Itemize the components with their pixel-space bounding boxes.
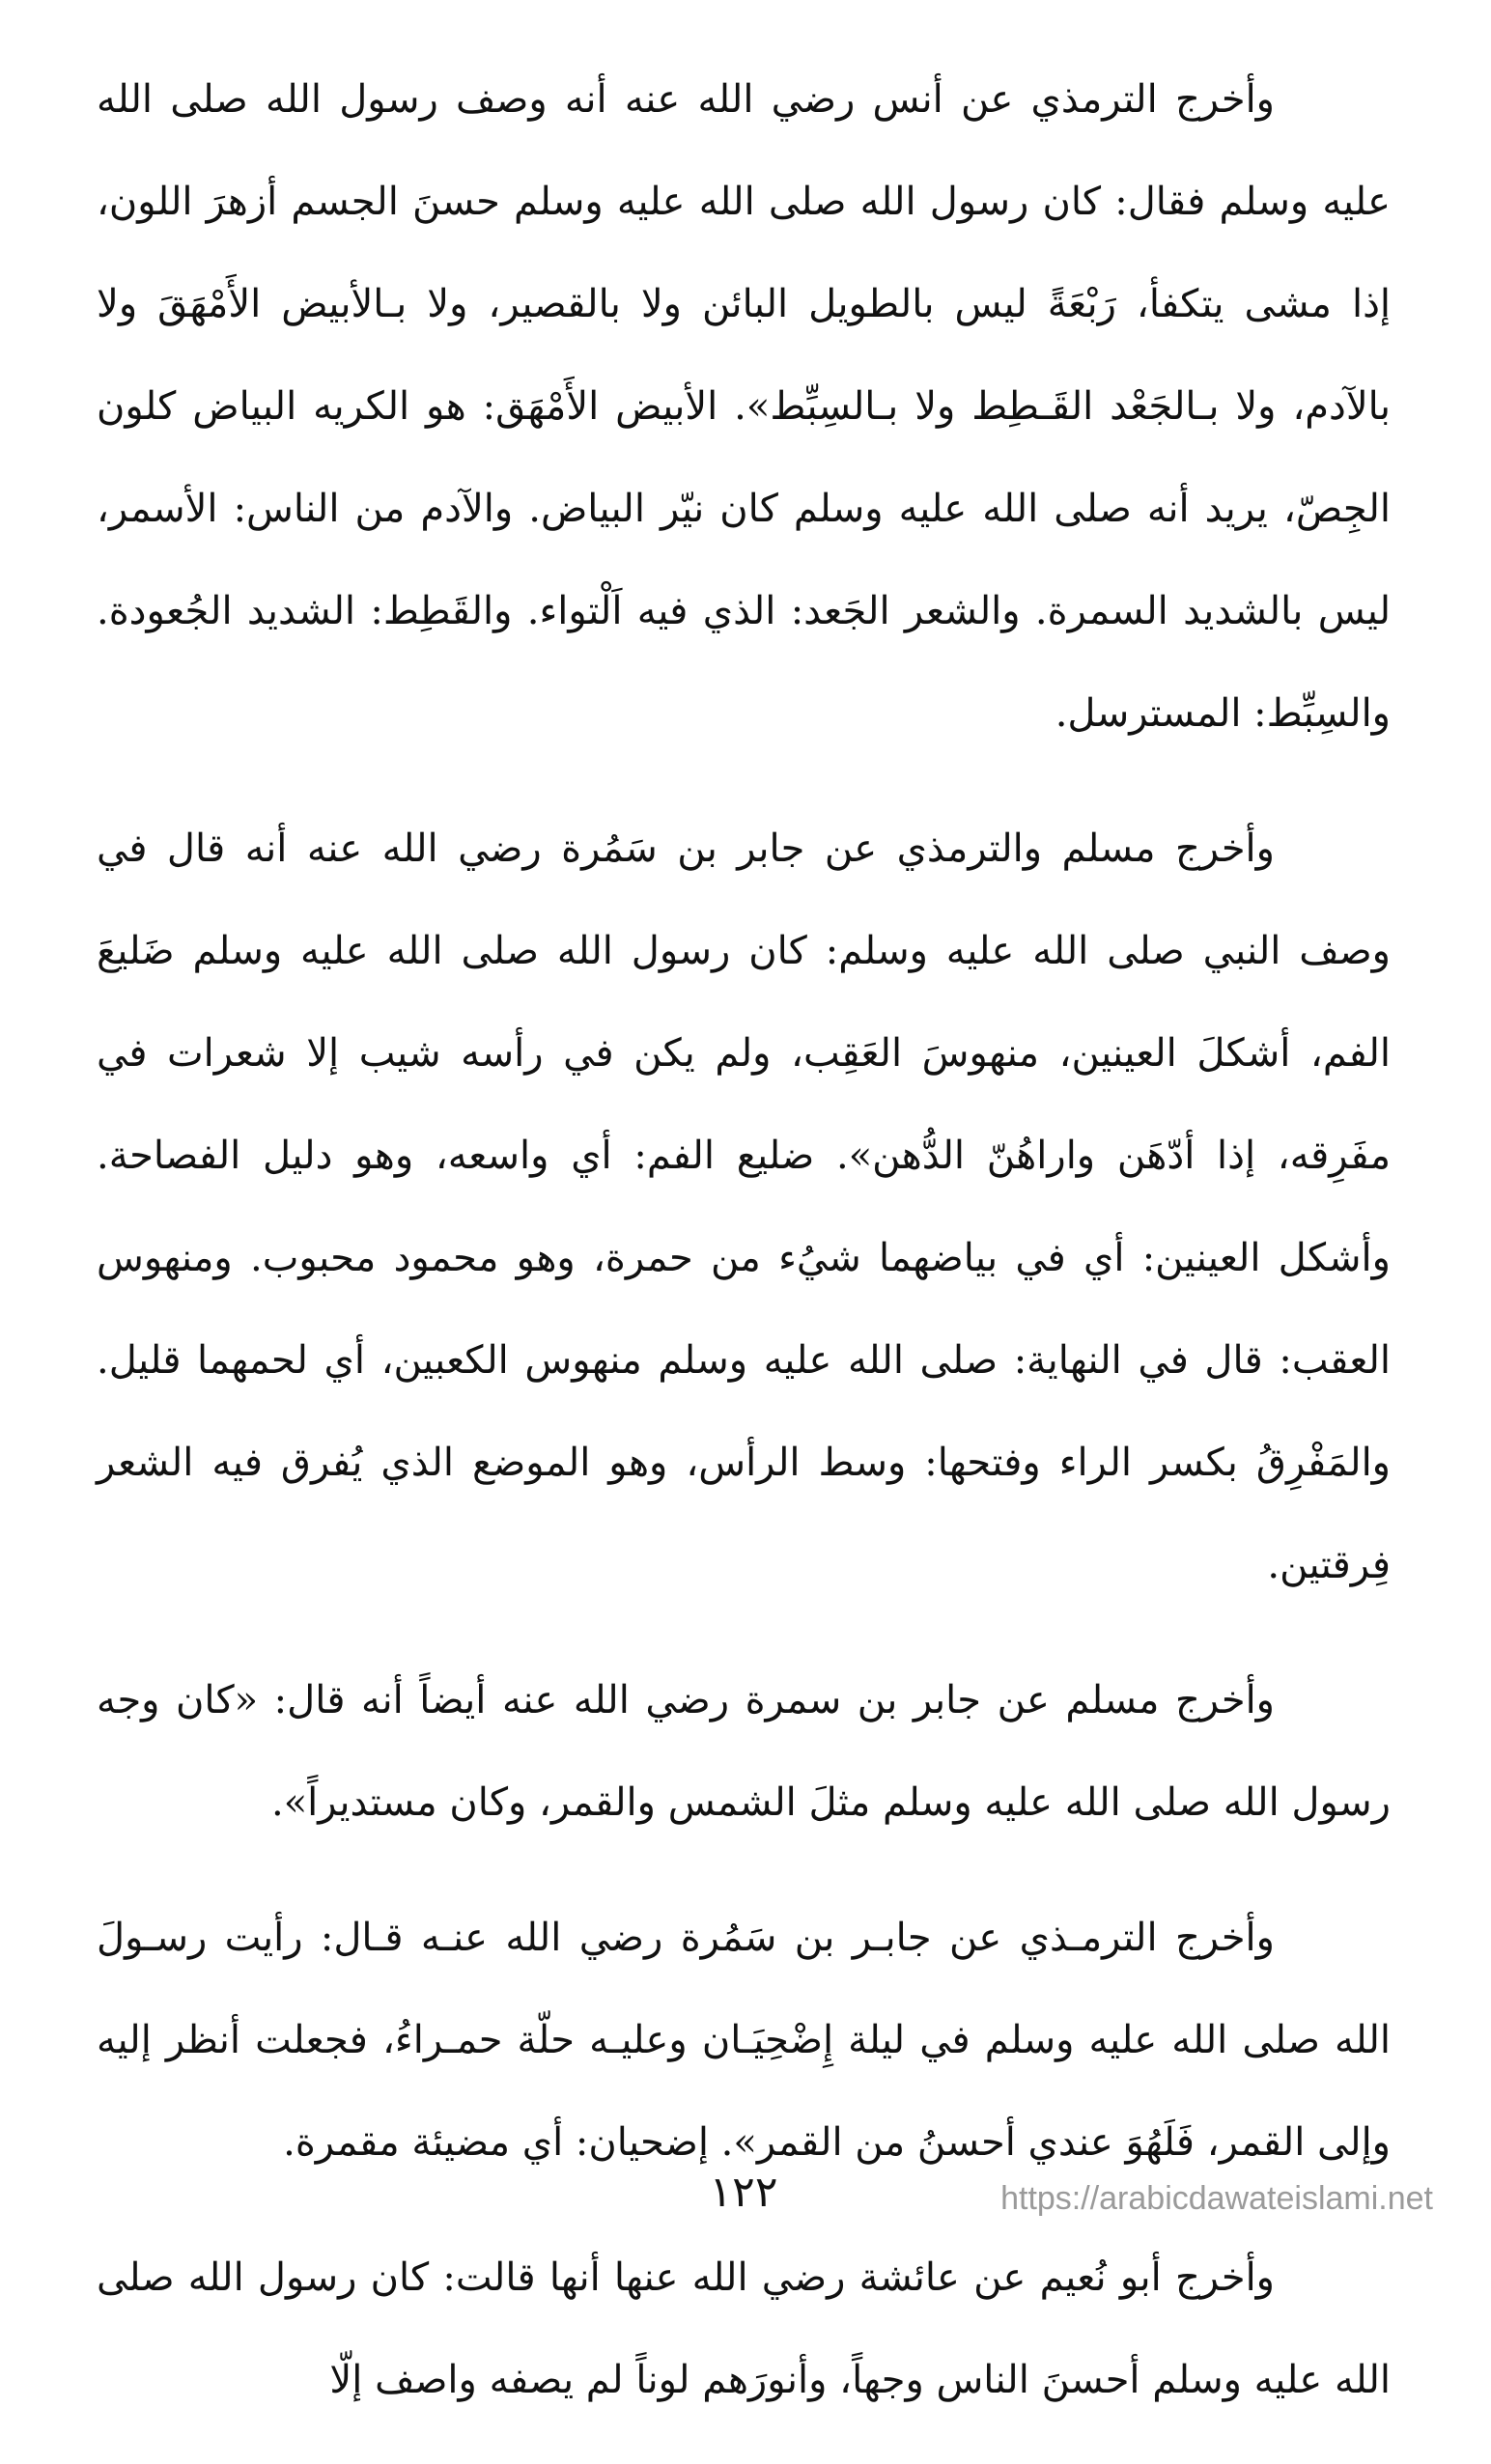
page-number: ١٢٢ bbox=[709, 2168, 778, 2217]
paragraph-5: وأخرج أبو نُعيم عن عائشة رضي الله عنها أنها قالت: كان رسول الله صلى الله عليه وسلم أحسنَ الناس وجهاً، وأنورَهم لوناً لم يصفه واصف إلّا bbox=[97, 2255, 1391, 2402]
paragraph-1: وأخرج الترمذي عن أنس رضي الله عنه أنه وصف رسول الله صلى الله عليه وسلم فقال: كان رسول الله صلى الله عليه وسلم حسنَ الجسم أزهرَ اللون، إذا مشى يتكفأ، رَبْعَةً ليس بالطويل البائن ولا بالقصير، ولا بـالأبيض الأَمْهَقَ ولا بالآدم، ولا بـالجَعْد القَـطِط ولا بـالسِبِّط». الأبيض الأَمْهَق: هو الكريه البياض كلون الجِصّ، يريد أنه صلى الله عليه وسلم كان نيّر البياض. والآدم من الناس: الأسمر، ليس بالشديد السمرة. والشعر الجَعد: الذي فيه اَلْتواء. والقَطِط: الشديد الجُعودة. والسِبِّط: المسترسل. bbox=[97, 77, 1391, 736]
paragraph-3: وأخرج مسلم عن جابر بن سمرة رضي الله عنه أيضاً أنه قال: «كان وجه رسول الله صلى الله عليه وسلم مثلَ الشمس والقمر، وكان مستديراً». bbox=[97, 1678, 1391, 1825]
page-body bbox=[97, 48, 1391, 2464]
watermark-url: https://arabicdawateislami.net bbox=[1000, 2180, 1433, 2217]
paragraph-4: وأخرج الترمـذي عن جابـر بن سَمُرة رضي الله عنـه قـال: رأيت رسـولَ الله صلى الله عليه وسلم في ليلة إِضْحِيَـان وعليـه حلّة حمـراءُ، فجعلت أنظر إليه وإلى القمر، فَلَهُوَ عندي أحسنُ من القمر». إضحيان: أي مضيئة مقمرة. bbox=[97, 1916, 1391, 2165]
paragraph-2: وأخرج مسلم والترمذي عن جابر بن سَمُرة رضي الله عنه أنه قال في وصف النبي صلى الله عليه وسلم: كان رسول الله صلى الله عليه وسلم ضَليعَ الفم، أشكلَ العينين، منهوسَ العَقِب، ولم يكن في رأسه شيب إلا شعرات في مفَرِقه، إذا أدّهَن واراهُنّ الدُّهن». ضليع الفم: أي واسعه، وهو دليل الفصاحة. وأشكل العينين: أي في بياضهما شيُء من حمرة، وهو محمود محبوب. ومنهوس العقب: قال في النهاية: صلى الله عليه وسلم منهوس الكعبين، أي لحمهما قليل. والمَفْرِقُ بكسر الراء وفتحها: وسط الرأس، وهو الموضع الذي يُفرق فيه الشعر فِرقتين. bbox=[97, 826, 1391, 1587]
